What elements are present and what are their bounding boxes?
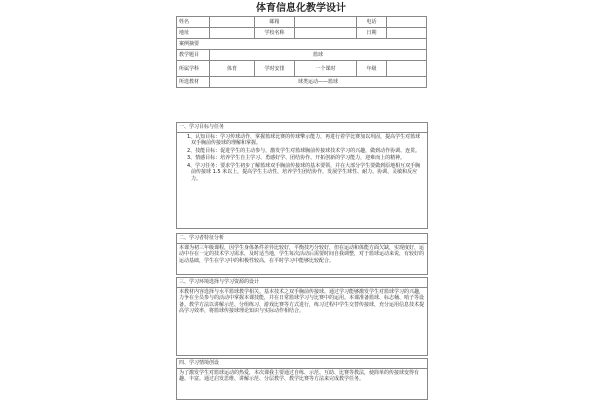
section-heading: 二、学习者特征分析	[177, 234, 427, 244]
section-heading: 三、学习环境选择与学习资源的设计	[177, 278, 427, 288]
cognitive-goal: 1、认知目标：学习传球动作，掌握篮球比赛的传球擎示能力，再进行着学比赛加以巩固，提高学生对篮球双手胸前传接球的理解和掌握。	[187, 133, 421, 146]
table-row	[177, 50, 427, 61]
textbook-label: 所选教材	[177, 77, 210, 88]
grade-label: 年级	[357, 61, 387, 77]
name-label: 姓名	[177, 17, 210, 28]
table-row	[177, 61, 427, 77]
section-heading: 四、学习情境创设	[177, 359, 427, 369]
table-row	[177, 28, 427, 39]
email-value	[295, 17, 357, 28]
address-value	[210, 28, 255, 39]
school-value	[295, 28, 357, 39]
emotion-goal: 3、情感目标：培养学生自主学习、勇感好学、团结协作、开拓创新的学习能力，迎难而上的精神。	[187, 155, 406, 161]
table-row	[177, 39, 427, 50]
resources-text: 本教材内容选择与水平篮球教学相关。基本技术之双手胸前传接球。通过学习能够激发学生对篮球学习的兴趣，力争在全员参与的活动中掌握本课技能，并在日常篮球学习与比赛中的运用。本课准备篮球、标志桶、哨子等设备。教学方法以讲解示范、分组练习、游戏比赛等方式进行，练习过程中学生交替传接球，充分运用信息技术提高学习效率，将篮球传接球理论知识与实际动作相结合。	[179, 288, 425, 314]
grade-value	[387, 61, 427, 77]
hours-value: 一个课时	[295, 61, 357, 77]
hours-label: 学时安排	[255, 61, 295, 77]
school-label: 学校名称	[255, 28, 295, 39]
date-label: 日期	[357, 28, 387, 39]
topic-label: 教学题目	[177, 50, 210, 61]
name-value	[210, 17, 255, 28]
skill-goal: 2、技能目标：促进学生的主动参与，激发学生对篮球胸前传接球技术学习的兴趣，做到动作协调、连贯。	[187, 147, 421, 154]
resources-section	[176, 277, 428, 356]
subject-label: 所属学科	[177, 61, 210, 77]
page-title: 体育信息化教学设计	[256, 3, 346, 14]
info-table	[176, 16, 427, 88]
learner-text: 本课为初三年级课程，因学生身体条件差异比较好，平衡技巧分较好，但在运动和体能方面欠缺，实现度好，运动中存在一定的技术学习需求，及时适当地，学生每次活动后需要时间自我调整，对于篮球运动来说，有较好的运动基础，学生在学习中的积极性较高，在平时学习中能够比较配合。	[179, 244, 425, 264]
activities-text: 为了激发学生对篮球运动的热爱，本次课我主要通过自练、示范、互助、比赛等教法，使简单的传接球变得有趣、丰富。通过启发思维、讲解示范、分层教学、教学比赛等方法来完成教学任务。	[179, 369, 420, 382]
document-page	[176, 0, 426, 400]
subject-value: 体育	[210, 61, 255, 77]
table-row	[177, 77, 427, 88]
learning-task: 4、学习任务：要求学生初步了解篮球双手胸前传接球的基本要领，并在大部分学生要做到原地相互双手胸前传接球 1.5 米以上，提高学生主动性，培养学生团结协作，发展学生球性、耐力、协调、灵敏和反应力。	[187, 162, 421, 182]
case-summary-label: 案例摘要	[177, 39, 427, 50]
phone-label: 电话	[357, 17, 387, 28]
textbook-value: 球类运动——篮球	[210, 77, 427, 88]
table-row	[177, 17, 427, 28]
topic-value: 篮球	[210, 50, 427, 61]
activities-section	[176, 358, 428, 400]
phone-value	[387, 17, 427, 28]
address-label: 地址	[177, 28, 210, 39]
email-label: 邮箱	[255, 17, 295, 28]
date-value	[387, 28, 427, 39]
learner-section	[176, 233, 428, 275]
goals-section	[176, 122, 428, 229]
section-heading: 一、学习目标与任务	[177, 123, 427, 133]
